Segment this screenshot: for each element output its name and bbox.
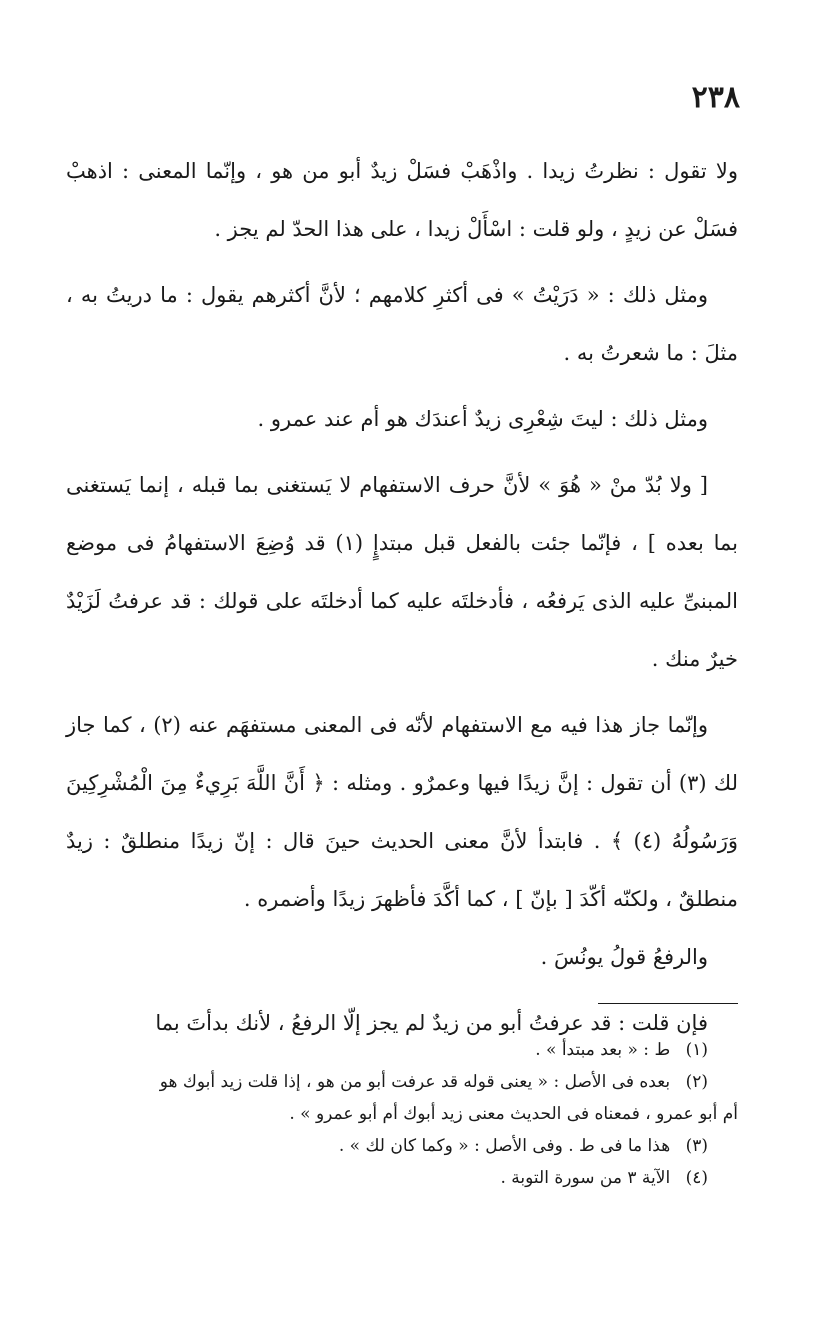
- footnote-number: (٣): [685, 1136, 708, 1156]
- footnote-text: هذا ما فى ط . وفى الأصل : « وكما كان لك » .: [338, 1136, 671, 1156]
- footnote-1: [66, 1034, 738, 1066]
- paragraph-3: ومثل ذلك : ليتَ شِعْرِى زيدٌ أعندَك هو أم عند عمرو .: [257, 407, 708, 431]
- footnote-text: ط : « بعد مبتدأ » .: [535, 1040, 671, 1060]
- paragraph-1: ولا تقول : نظرتُ زيدا . واذْهَبْ فسَلْ زيدٌ أبو من هو ، وإنّما المعنى : اذهبْ فسَلْ عن زيدٍ ، ولو قلت : اسْأَلْ زيدا ، على هذا الحدّ لم يجز .: [66, 159, 738, 241]
- paragraph-4: [ ولا بُدّ منْ « هُوَ » لأنَّ حرف الاستفهام لا يَستغنى بما قبله ، إنما يَستغنى بما بعده ] ، فإنّما جئت بالفعل قبل مبتدإٍ (١) قد وُضِعَ الاستفهامُ فى موضع المبنىِّ عليه الذى يَرفعُه ، فأدخلتَه عليه كما أدخلتَه على قولك : قد عرفتُ لَزَيْدٌ خيرٌ منك .: [66, 473, 738, 671]
- main-text: [66, 142, 738, 1052]
- footnote-text: بعده فى الأصل : « يعنى قوله قد عرفت أبو من هو ، إذا قلت زيد أبوك هو: [159, 1072, 671, 1092]
- footnote-2: [66, 1066, 738, 1098]
- paragraph-2: ومثل ذلك : « دَرَيْتُ » فى أكثرِ كلامهم ؛ لأنَّ أكثرهم يقول : ما دريتُ به ، مثلَ : ما شعرتُ به .: [66, 283, 738, 365]
- paragraph-7: فإن قلت : قد عرفتُ أبو من زيدٌ لم يجز إلّا الرفعُ ، لأنك بدأتَ بما: [155, 1011, 708, 1035]
- footnote-number: (٤): [685, 1168, 708, 1188]
- footnote-number: (٢): [685, 1072, 708, 1092]
- footnote-4: [66, 1162, 738, 1194]
- footnote-3: [66, 1130, 738, 1162]
- footnote-text: الآية ٣ من سورة التوبة .: [500, 1168, 671, 1188]
- footnote-separator: [598, 1003, 738, 1004]
- footnotes: [66, 1034, 738, 1194]
- footnote-number: (١): [685, 1040, 708, 1060]
- page-number: ٢٣٨: [691, 80, 740, 115]
- paragraph-5: وإنّما جاز هذا فيه مع الاستفهام لأنّه فى المعنى مستفهَم عنه (٢) ، كما جاز لك (٣) أن تقول : إنَّ زيدًا فيها وعمرٌو . ومثله : ﴿ أَنَّ اللَّهَ بَرِيءٌ مِنَ الْمُشْرِكِينَ وَرَسُولُهُ (٤) ﴾ . فابتدأ لأنَّ معنى الحديث حينَ قال : إنّ زيدًا منطلقٌ : زيدٌ منطلقٌ ، ولكنّه أكّدَ [ بإنّ ] ، كما أكَّدَ فأظهرَ زيدًا وأضمره .: [66, 713, 738, 911]
- paragraph-6: والرفعُ قولُ يونُسَ .: [540, 945, 708, 969]
- footnote-2-continuation: أم أبو عمرو ، فمعناه فى الحديث معنى زيد أبوك أم أبو عمرو » .: [289, 1104, 738, 1124]
